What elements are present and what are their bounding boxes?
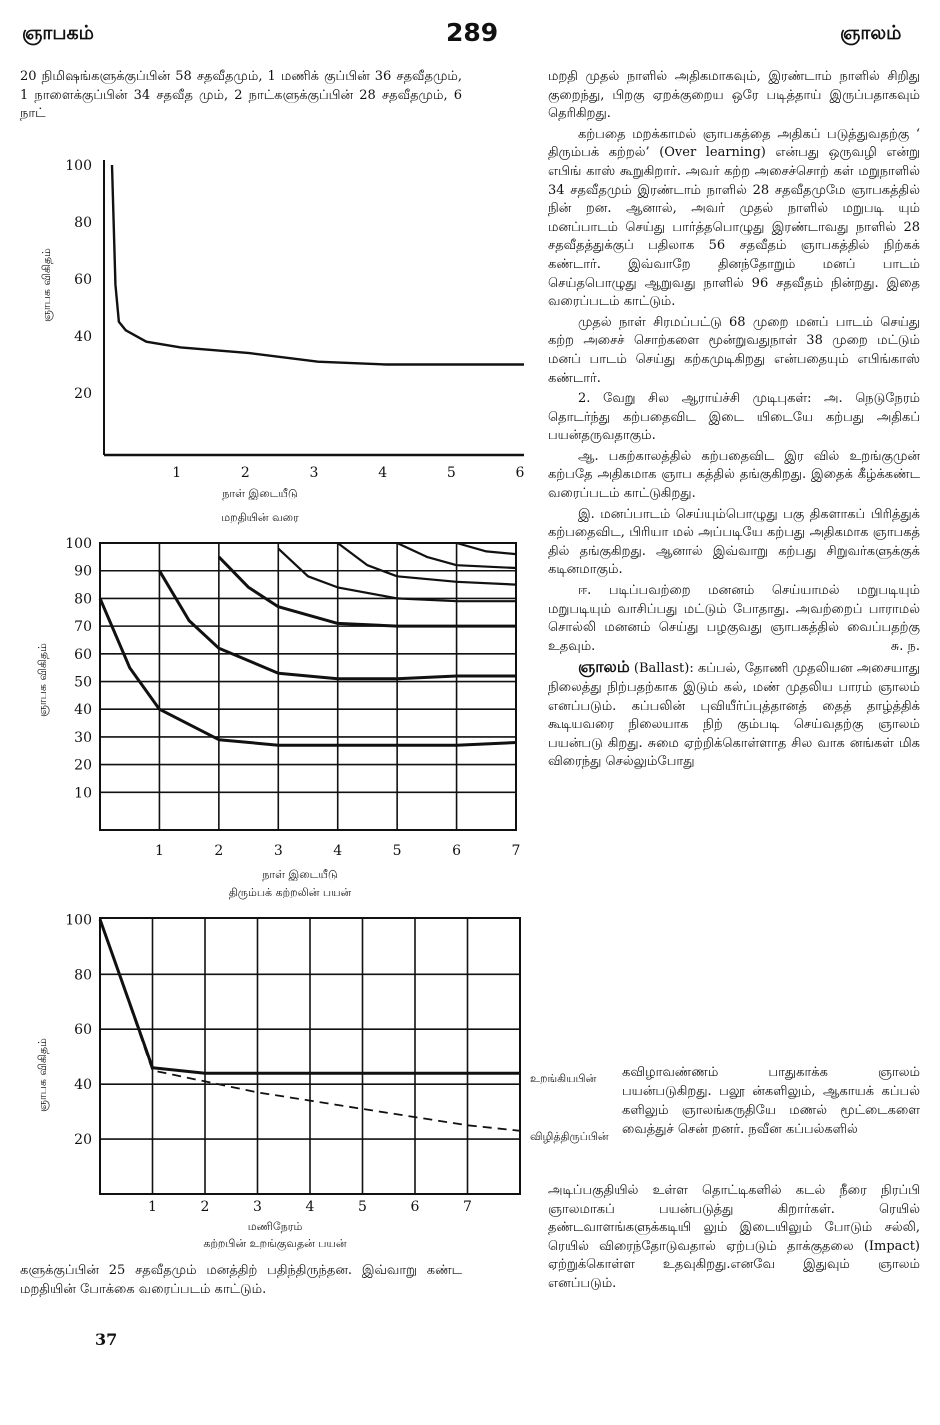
chart2-series-line	[219, 557, 516, 626]
right-p7	[548, 582, 920, 656]
ballast-paragraph	[548, 658, 920, 772]
chart1-xtick: 1	[172, 465, 182, 481]
chart2-ytick: 60	[74, 646, 92, 663]
chart2-series-line	[338, 543, 516, 585]
chart1-xlabel: நாள் இடையீடு	[222, 487, 298, 500]
chart2-ytick: 100	[65, 536, 92, 553]
chart2-xtick: 4	[333, 843, 343, 859]
chart2-series-line	[100, 598, 516, 745]
chart3-xtick: 1	[148, 1199, 157, 1215]
right-p3: முதல் நாள் சிரமப்பட்டு 68 முறை மனப் பாடம் செய்து கற்ற அசைச் சொற்களை மூன்றுவதுநாள் 38 முறை மட்டும் மனப் பாடம் செய்து கற்கமுடிகிறது என்பதையும் எபிங்காஸ் கண்டார்.	[548, 314, 920, 386]
ballast-text-narrow	[622, 1063, 920, 1139]
chart3-ytick: 40	[74, 1077, 92, 1094]
chart3-xtick: 5	[358, 1199, 367, 1215]
chart-sleep-effect	[36, 912, 609, 1252]
chart3-xtick: 6	[410, 1199, 420, 1215]
chart3-xtick: 7	[463, 1199, 472, 1215]
chart3-ytick: 80	[74, 967, 92, 984]
chart2-ytick: 40	[74, 702, 92, 719]
chart2-ytick: 70	[74, 619, 92, 636]
chart2-ytick: 50	[74, 674, 92, 691]
chart3-caption: கற்றபின் உறங்குவதன் பயன்	[203, 1237, 347, 1250]
legend-awake: விழித்திருப்பின்	[530, 1130, 609, 1143]
chart2-xtick: 3	[273, 843, 283, 859]
chart-overlearning	[36, 536, 520, 899]
chart2-ytick: 20	[74, 757, 92, 774]
right-p1: மறதி முதல் நாளில் அதிகமாகவும், இரண்டாம் நாளில் சிறிது குறைந்து, பிறகு ஏறக்குறைய ஒரே படித்தாய் இருப்பதாகவும் தெரிகிறது.	[548, 69, 920, 122]
left-bottom-text	[20, 1262, 462, 1301]
chart1-ylabel: ஞாபக விகிதம்	[40, 248, 53, 322]
chart1-caption: மறதியின் வரை	[221, 511, 299, 524]
chart1-ytick: 100	[65, 158, 92, 174]
header-left: ஞாபகம்	[22, 22, 94, 44]
chart2-xtick: 7	[511, 843, 521, 859]
author-signature: சு. ந.	[890, 638, 920, 654]
chart2-ytick: 90	[74, 563, 92, 580]
chart3-ytick: 60	[74, 1022, 92, 1039]
right-p5: ஆ. பகற்காலத்தில் கற்பதைவிட இர வில் உறங்குமுன் கற்பதே அதிகமாக ஞாப கத்தில் தங்குகிறது. இதைக் கீழ்க்கண்ட வரைப்படம் காட்டுகிறது.	[548, 448, 920, 502]
page-header-number: 289	[446, 18, 499, 47]
chart1-series-line	[112, 165, 524, 365]
ballast-title: ஞாலம்	[578, 657, 630, 677]
chart1-xtick: 6	[515, 465, 525, 481]
right-p4: 2. வேறு சில ஆராய்ச்சி முடிபுகள்: அ. நெடுநேரம் தொடர்ந்து கற்பதைவிட இடை யிடையே கற்பது அதிகப் பயன்தருவதாகும்.	[548, 391, 920, 444]
chart2-xtick: 6	[452, 843, 462, 859]
right-column	[548, 68, 920, 774]
ballast-text-b: கவிழாவண்ணம் பாதுகாக்க ஞாலம் பயன்படுகிறது. பலூ ன்களிலும், ஆகாயக் கப்பல் களிலும் ஞாலங்கருதியே மணல் மூட்டைகளை வைத்துச் சென் றனர். நவீன கப்பல்களில்	[622, 1065, 920, 1137]
chart1-xtick: 4	[378, 465, 388, 481]
chart3-xtick: 3	[253, 1199, 262, 1215]
right-p2: கற்பதை மறக்காமல் ஞாபகத்தை அதிகப் படுத்துவதற்கு ‘ திரும்பக் கற்றல்’ (Over learning) என்பது ஒருவழி என்று எபிங் காஸ் கூறுகிறார். அவர் கற்ற அசைச்சொற் கள் மறுநாளில் 34 சதவீதமும் இரண்டாம் நாளில் 28 சதவீதமுமே ஞாபகத்தில் நின் றன. ஆனால், அவர் முதல் நாளில் மறுபடி யும் மனப்பாடம் செய்து பார்த்தபொழுது இரண்டாவது நாளில் 28 சதவீதத்துக்குப் பதிலாக 56 சதவீதம் ஞாபகத்தில் நிற்கக் கண்டார். இவ்வாறே தினந்தோறும் மனப் பாடம் செய்தபொழுது ஆறுவது நாளில் 96 சதவீதம் நின்றது. இதை வரைப்படம் காட்டும்.	[548, 126, 920, 310]
chart2-caption: திரும்பக் கற்றலின் பயன்	[228, 886, 352, 899]
chart2-ylabel: ஞாபக விகிதம்	[36, 643, 49, 717]
chart3-xlabel: மணிநேரம்	[247, 1220, 303, 1233]
chart1-xtick: 5	[446, 465, 456, 481]
chart1-xtick: 3	[309, 465, 319, 481]
chart2-ytick: 30	[74, 729, 92, 746]
chart1-xtick: 2	[240, 465, 250, 481]
right-p7-text: ஈ. படிப்பவற்றை மனனம் செய்யாமல் மறுபடியும் மறுபடியும் வாசிப்பது மட்டும் போதாது. அவற்றைப் பாராமல் சொல்லி மனனம் செய்து பழகுவது ஞாபகத்தில் வைப்பதற்கு உதவும்.	[548, 583, 920, 654]
chart2-ytick: 80	[74, 591, 92, 608]
ballast-text-a: கப்பல், தோணி முதலியன அசையாது நிலைத்து நிற்பதற்காக இடும் கல், மண் முதலிய பாரம் ஞாலம் எனப்படும். கப்பலின் புவியீர்ப்புத்தானத் தைத் தாழ்த்திக் கூடியவரை நிலையாக நிற் கும்படி செய்வதற்கு ஞாலம் பயன்படு கிறது. சுமை ஏற்றிக்கொள்ளாத சில வாக னங்கள் மிக விரைந்து செல்லும்போது	[548, 661, 920, 770]
ballast-text-c: அடிப்பகுதியில் உள்ள தொட்டிகளில் கடல் நீரை நிரப்பி ஞாலமாகப் பயன்படுத்து கிறார்கள். ரெயில் தண்டவாளங்களுக்கடியி லும் இடையிலும் போடும் சல்லி, ரெயில் விரைந்தோடுவதால் ஏற்படும் தாக்குதலை (Impact) ஏற்றுக்கொள்ள உதவுகிறது.எனவே இதுவும் ஞாலம் எனப்படும்.	[548, 1183, 920, 1291]
chart2-xtick: 1	[154, 843, 164, 859]
left-bottom-paragraph: களுக்குப்பின் 25 சதவீதமும் மனத்திற் பதிந்திருந்தன. இவ்வாறு கண்ட மறதியின் போக்கை வரைப்படம் காட்டும்.	[20, 1263, 462, 1297]
chart2-xtick: 5	[392, 843, 402, 859]
right-p6: இ. மனப்பாடம் செய்யும்பொழுது பகு திகளாகப் பிரித்துக் கற்பதைவிட, பிரியா மல் அப்படியே கற்பது அதிகமாக ஞாபகத் தில் தங்குகிறது. ஆனால் இவ்வாறு கற்பது சிறுவர்களுக்குக் கடினமாகும்.	[548, 506, 920, 578]
page-number: 37	[95, 1330, 118, 1349]
chart3-ylabel: ஞாபக விகிதம்	[36, 1038, 49, 1112]
chart1-ytick: 40	[74, 329, 92, 345]
left-top-paragraph: 20 நிமிஷங்களுக்குப்பின் 58 சதவீதமும், 1 மணிக் குப்பின் 36 சதவீதமும், 1 நாளைக்குப்பின் 34 சதவீத மும், 2 நாட்களுக்குப்பின் 28 சதவீதமும், 6 நாட்	[20, 69, 462, 122]
chart1-ytick: 80	[74, 215, 92, 231]
chart2-xlabel: நாள் இடையீடு	[262, 868, 338, 881]
chart-forgetting-curve	[40, 158, 525, 524]
chart3-ytick: 20	[74, 1132, 92, 1149]
chart3-xtick: 2	[200, 1199, 210, 1215]
legend-sleep: உறங்கியபின்	[530, 1072, 597, 1085]
chart2-ytick: 10	[74, 785, 92, 802]
header-right: ஞாலம்	[840, 22, 902, 44]
chart1-ytick: 60	[74, 272, 92, 288]
chart2-series-line	[457, 543, 516, 554]
chart3-xtick: 4	[305, 1199, 315, 1215]
chart3-ytick: 100	[65, 912, 92, 929]
chart2-xtick: 2	[214, 843, 224, 859]
chart2-frame	[100, 543, 516, 830]
ballast-text-end	[548, 1182, 920, 1294]
chart1-ytick: 20	[74, 386, 92, 402]
ballast-english: (Ballast):	[633, 661, 694, 677]
